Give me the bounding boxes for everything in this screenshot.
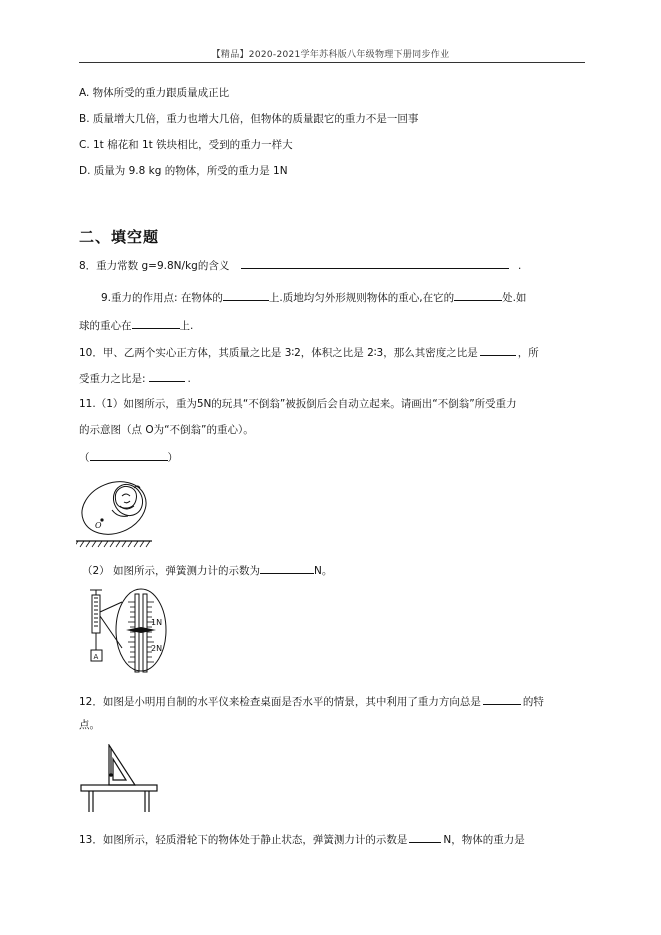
q9-blank-2[interactable] xyxy=(454,290,502,301)
q10-text-b: ，所 xyxy=(517,347,539,359)
q9-blank-3[interactable] xyxy=(132,318,180,329)
q10-text-a: 10．甲、乙两个实心正方体，其质量之比是 3∶2，体积之比是 2∶3，那么其密度之比是 xyxy=(79,347,478,359)
question-8 xyxy=(79,258,521,273)
tumbler-figure xyxy=(76,470,158,550)
question-9-line1 xyxy=(101,290,526,305)
q8-answer-blank[interactable] xyxy=(241,258,509,269)
q13-blank[interactable] xyxy=(409,832,441,843)
q11-answer-blank[interactable] xyxy=(90,450,168,461)
level-table-figure xyxy=(80,744,158,814)
q10-blank-2[interactable] xyxy=(149,371,185,382)
q12-blank[interactable] xyxy=(483,694,521,705)
plumb-bob xyxy=(109,773,113,777)
question-13 xyxy=(79,832,525,847)
q11-answer-parens xyxy=(79,450,178,465)
q9-text-b: 上.质地均匀外形规则物体的重心,在它的 xyxy=(268,292,455,304)
q8-text: 8．重力常数 g=9.8N/kg的含义 xyxy=(79,260,230,272)
question-9-line2 xyxy=(79,318,193,333)
q8-end: . xyxy=(518,260,522,272)
q11-part2-blank[interactable] xyxy=(260,563,314,574)
option-a: A. 物体所受的重力跟质量成正比 xyxy=(79,87,230,99)
option-c: C. 1t 棉花和 1t 铁块相比，受到的重力一样大 xyxy=(79,139,293,151)
spring-scale-figure xyxy=(86,588,182,682)
q10-text-c: 受重力之比是: xyxy=(79,373,146,385)
q13-text-b: N，物体的重力是 xyxy=(443,834,525,846)
option-d: D. 质量为 9.8 kg 的物体，所受的重力是 1N xyxy=(79,165,288,177)
q13-text-a: 13．如图所示，轻质滑轮下的物体处于静止状态，弹簧测力计的示数是 xyxy=(79,834,408,846)
question-12-line2: 点。 xyxy=(79,719,100,731)
q10-blank-1[interactable] xyxy=(480,345,516,356)
block-a-label: A xyxy=(93,653,99,661)
question-12-line1 xyxy=(79,694,544,709)
question-11-line1: 11.（1）如图所示，重为5N的玩具“不倒翁”被扳倒后会自动立起来。请画出“不倒翁”所受重力 xyxy=(79,398,517,410)
q9-text-a: 9.重力的作用点: 在物体的 xyxy=(101,292,223,304)
scale-label-1n: 1N xyxy=(151,618,163,627)
q12-text-a: 12．如图是小明用自制的水平仪来检查桌面是否水平的情景，其中利用了重力方向总是 xyxy=(79,696,481,708)
question-11-line2: 的示意图（点 O为“不倒翁”的重心）。 xyxy=(79,424,254,436)
scale-label-2n: 2N xyxy=(151,644,163,653)
q11-part2 xyxy=(82,563,332,578)
point-o-label: O xyxy=(95,521,102,530)
option-b: B. 质量增大几倍，重力也增大几倍，但物体的质量跟它的重力不是一回事 xyxy=(79,113,419,125)
question-10-line2 xyxy=(79,371,191,386)
q12-text-b: 的特 xyxy=(522,696,544,708)
page-header: 【精品】2020-2021学年苏科版八年级物理下册同步作业 xyxy=(211,50,450,60)
q11-part2-text: （2） 如图所示，弹簧测力计的示数为 xyxy=(82,565,261,577)
q9-text-e: 上. xyxy=(179,320,194,332)
q9-blank-1[interactable] xyxy=(223,290,269,301)
q10-text-d: . xyxy=(187,373,191,385)
q9-text-d: 球的重心在 xyxy=(79,320,132,332)
paren-close: ） xyxy=(167,452,178,464)
question-10-line1 xyxy=(79,345,539,360)
q11-part2-unit: N。 xyxy=(314,565,333,577)
section-title: 二、填空题 xyxy=(79,228,160,246)
paren-open: （ xyxy=(79,452,90,464)
header-rule xyxy=(79,62,585,63)
q9-text-c: 处.如 xyxy=(502,292,527,304)
